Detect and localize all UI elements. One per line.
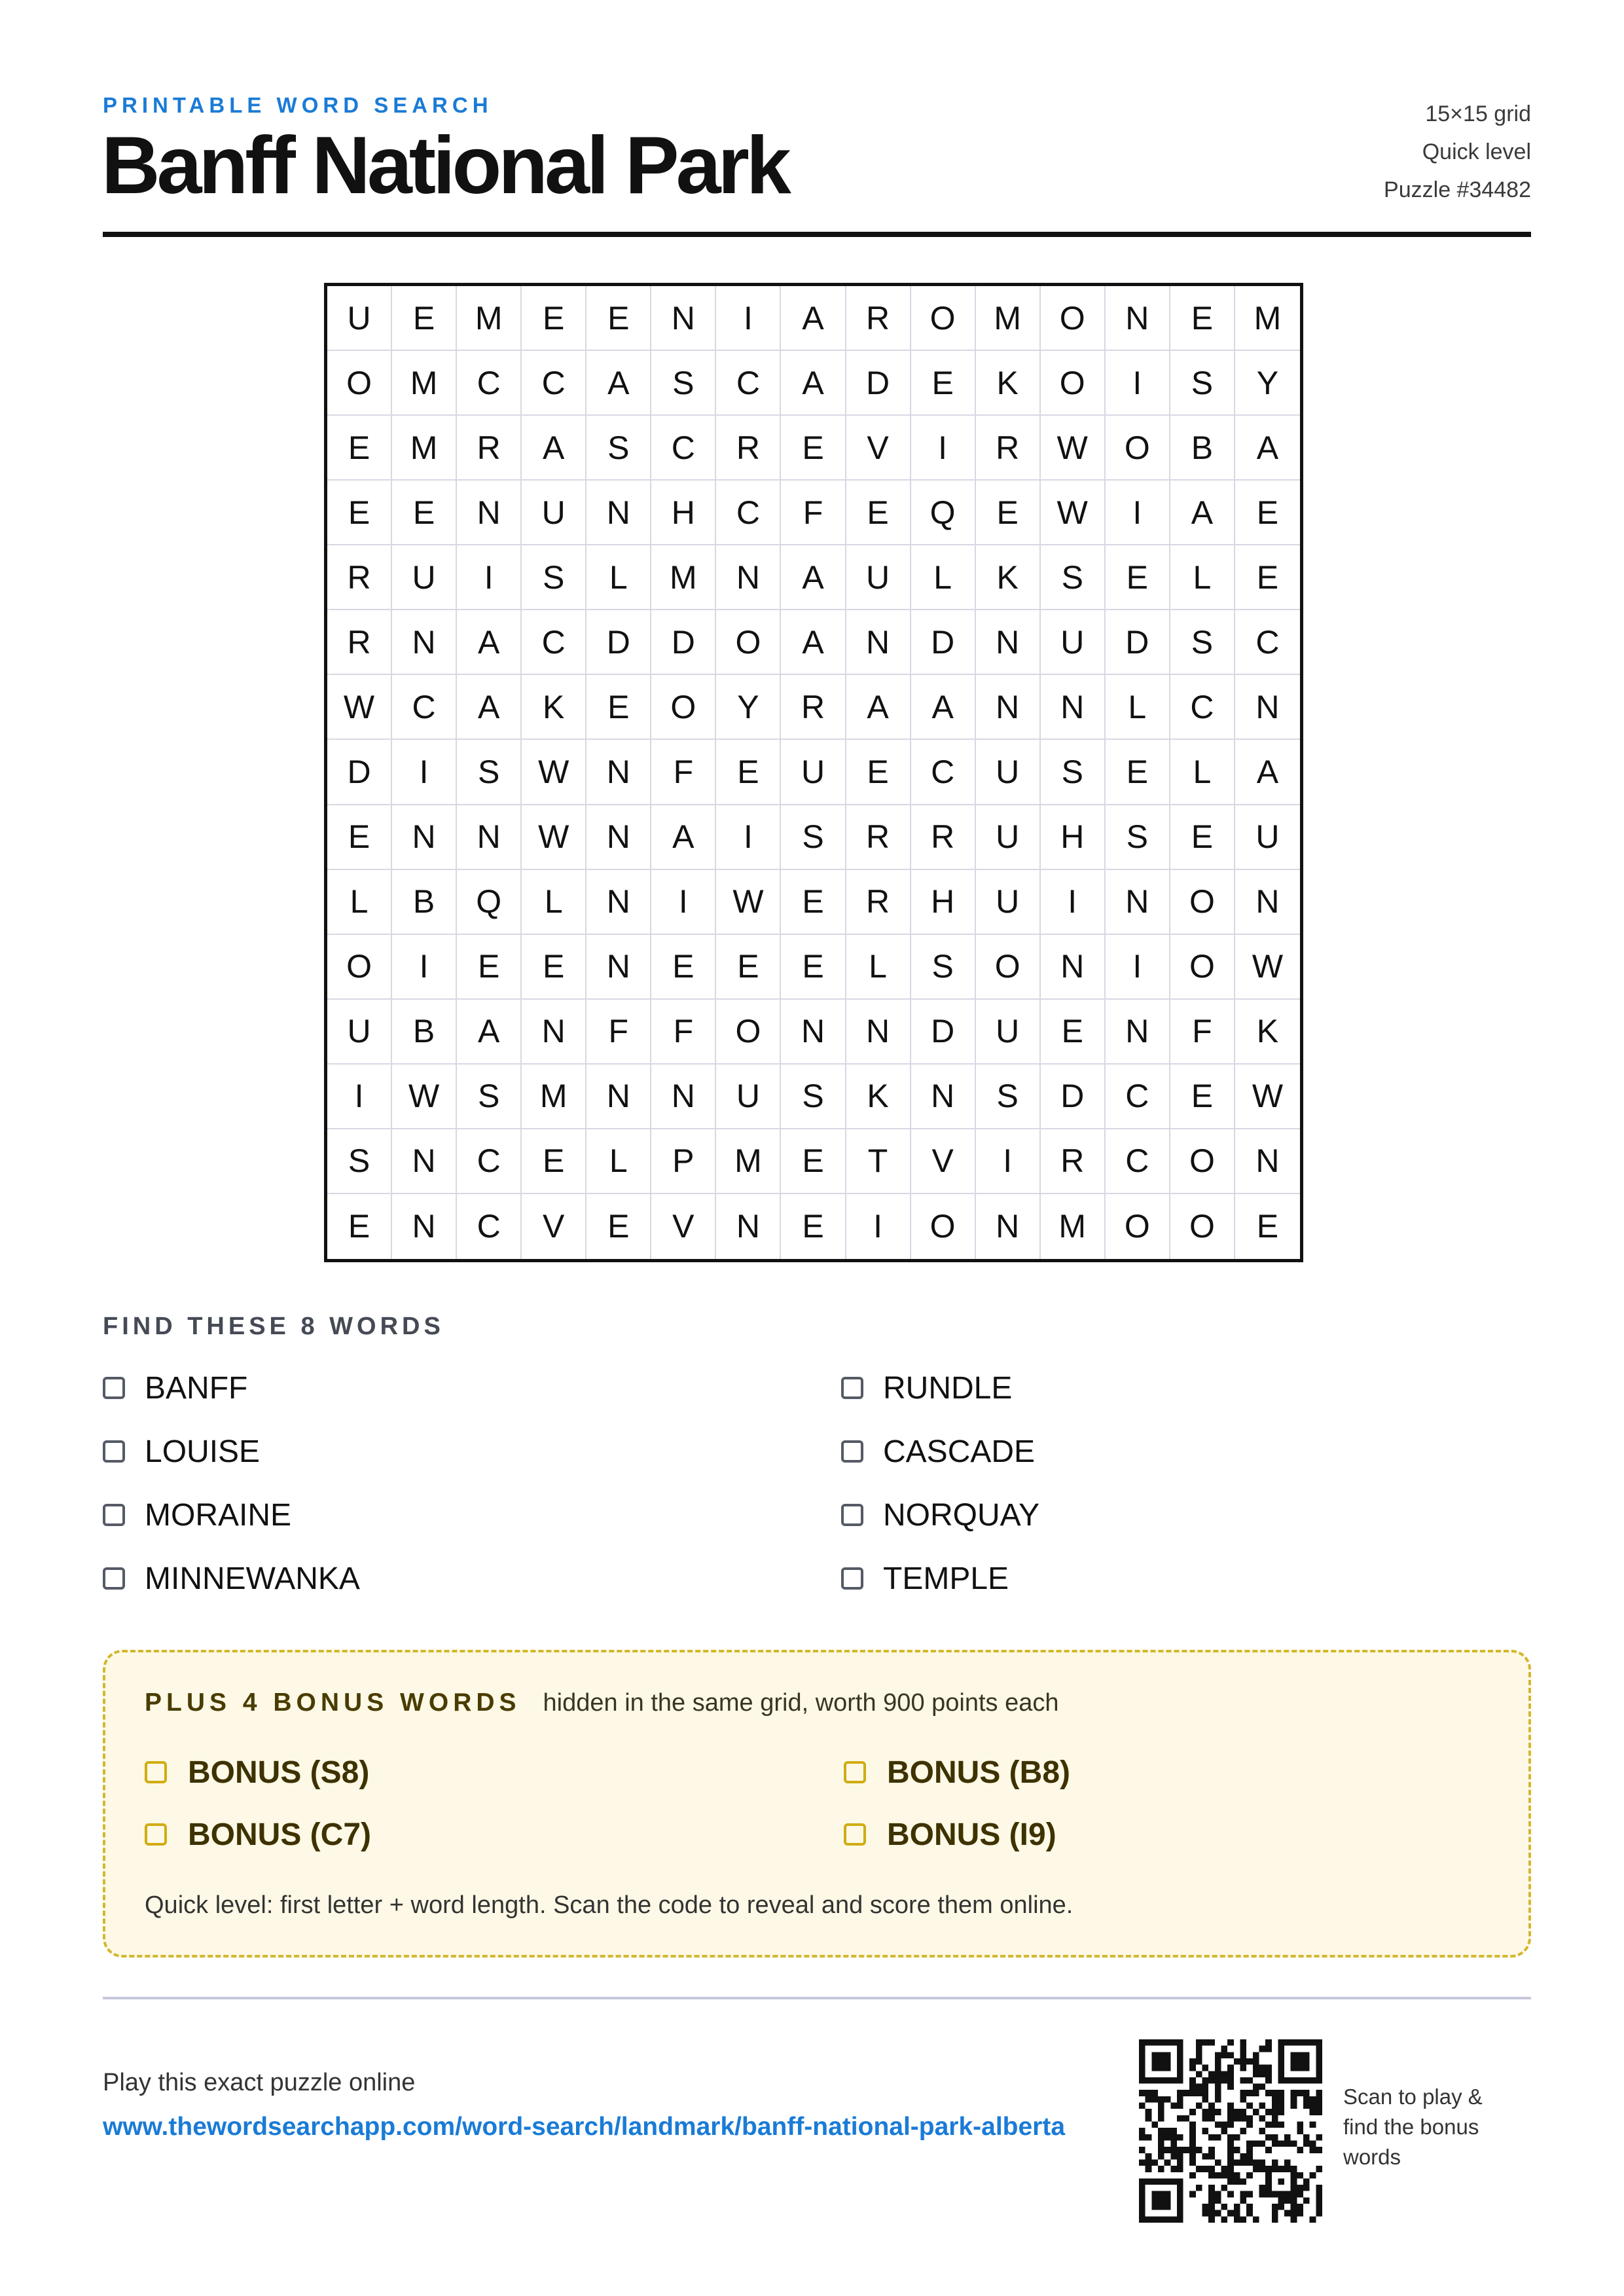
grid-cell[interactable]: N — [716, 1194, 781, 1259]
grid-cell[interactable]: M — [1041, 1194, 1106, 1259]
grid-cell[interactable]: V — [911, 1129, 976, 1194]
grid-cell[interactable]: M — [1235, 286, 1300, 351]
grid-cell[interactable]: R — [846, 805, 911, 870]
grid-cell[interactable]: A — [846, 675, 911, 740]
grid-cell[interactable]: I — [1041, 870, 1106, 935]
bonus-note: Quick level: first letter + word length. Scan the code to reveal and score them online. — [145, 1891, 1074, 1919]
grid-cell[interactable]: B — [1170, 416, 1235, 481]
grid-cell[interactable]: E — [327, 481, 392, 545]
grid-cell[interactable]: K — [846, 1065, 911, 1129]
grid-cell[interactable]: N — [586, 481, 651, 545]
grid-cell[interactable]: E — [1041, 1000, 1106, 1065]
word-item[interactable] — [103, 1432, 841, 1471]
grid-cell[interactable]: O — [1170, 935, 1235, 1000]
bonus-title: PLUS 4 BONUS WORDS — [145, 1688, 521, 1717]
grid-cell[interactable]: H — [1041, 805, 1106, 870]
grid-cell[interactable]: A — [457, 675, 522, 740]
grid-cell[interactable]: N — [976, 610, 1041, 675]
grid-cell[interactable]: Y — [1235, 351, 1300, 416]
grid-cell[interactable]: S — [457, 1065, 522, 1129]
checkbox-icon[interactable] — [103, 1440, 125, 1463]
grid-cell[interactable]: F — [1170, 1000, 1235, 1065]
word-search-grid[interactable] — [324, 283, 1303, 1262]
bonus-item[interactable] — [844, 1815, 1192, 1854]
grid-cell[interactable]: M — [651, 545, 716, 610]
grid-cell[interactable]: N — [976, 675, 1041, 740]
grid-cell[interactable]: R — [976, 416, 1041, 481]
grid-cell[interactable]: N — [392, 1194, 457, 1259]
grid-cell[interactable]: U — [976, 805, 1041, 870]
bonus-label: BONUS (B8) — [887, 1755, 1071, 1790]
grid-cell[interactable]: N — [1041, 935, 1106, 1000]
grid-cell[interactable]: E — [651, 935, 716, 1000]
bonus-item[interactable] — [145, 1815, 844, 1854]
grid-cell[interactable]: I — [1106, 935, 1170, 1000]
grid-cell[interactable]: D — [651, 610, 716, 675]
grid-cell[interactable]: C — [522, 351, 586, 416]
grid-cell[interactable]: A — [522, 416, 586, 481]
checkbox-icon[interactable] — [103, 1567, 125, 1590]
checkbox-icon[interactable] — [841, 1567, 863, 1590]
grid-cell[interactable]: S — [781, 1065, 846, 1129]
grid-cell[interactable]: C — [522, 610, 586, 675]
qr-caption: Scan to play & find the bonus words — [1343, 2085, 1483, 2169]
grid-cell[interactable]: D — [846, 351, 911, 416]
grid-cell[interactable]: H — [651, 481, 716, 545]
grid-cell[interactable]: O — [716, 610, 781, 675]
grid-cell[interactable]: W — [1041, 416, 1106, 481]
grid-cell[interactable]: N — [457, 481, 522, 545]
grid-cell[interactable]: R — [846, 286, 911, 351]
grid-cell[interactable]: L — [1170, 545, 1235, 610]
grid-cell[interactable]: O — [327, 935, 392, 1000]
grid-cell[interactable]: N — [1235, 1129, 1300, 1194]
grid-cell[interactable]: O — [1170, 1129, 1235, 1194]
grid-cell[interactable]: D — [586, 610, 651, 675]
grid-cell[interactable]: E — [976, 481, 1041, 545]
puzzle-meta — [1384, 95, 1531, 209]
grid-cell[interactable]: E — [846, 740, 911, 805]
grid-cell[interactable]: C — [1106, 1129, 1170, 1194]
bonus-panel — [103, 1650, 1531, 1958]
grid-cell[interactable]: N — [586, 870, 651, 935]
grid-cell[interactable]: S — [522, 545, 586, 610]
grid-cell[interactable]: C — [1235, 610, 1300, 675]
grid-cell[interactable]: W — [1235, 1065, 1300, 1129]
grid-cell[interactable]: Q — [457, 870, 522, 935]
word-item[interactable] — [103, 1368, 841, 1408]
grid-cell[interactable]: C — [457, 1194, 522, 1259]
grid-cell[interactable]: O — [1170, 870, 1235, 935]
word-item[interactable] — [841, 1559, 1039, 1598]
grid-cell[interactable]: D — [327, 740, 392, 805]
grid-cell[interactable]: E — [911, 351, 976, 416]
grid-cell[interactable]: V — [522, 1194, 586, 1259]
grid-cell[interactable]: L — [1106, 675, 1170, 740]
grid-cell[interactable]: D — [1041, 1065, 1106, 1129]
grid-cell[interactable]: U — [976, 870, 1041, 935]
grid-cell[interactable]: E — [781, 416, 846, 481]
grid-cell[interactable]: E — [586, 675, 651, 740]
grid-cell[interactable]: F — [651, 1000, 716, 1065]
grid-cell[interactable]: N — [586, 805, 651, 870]
grid-cell[interactable]: A — [1235, 740, 1300, 805]
checkbox-icon[interactable] — [844, 1823, 866, 1846]
grid-cell[interactable]: N — [911, 1065, 976, 1129]
grid-cell[interactable]: A — [781, 286, 846, 351]
grid-cell[interactable]: K — [976, 351, 1041, 416]
grid-cell[interactable]: C — [651, 416, 716, 481]
word-label: MORAINE — [145, 1497, 292, 1533]
grid-cell[interactable]: R — [457, 416, 522, 481]
grid-cell[interactable]: N — [1235, 870, 1300, 935]
grid-cell[interactable]: W — [327, 675, 392, 740]
grid-cell[interactable]: U — [716, 1065, 781, 1129]
word-label: MINNEWANKA — [145, 1561, 360, 1596]
grid-cell[interactable]: E — [1106, 545, 1170, 610]
word-label: BANFF — [145, 1370, 248, 1406]
word-item[interactable] — [841, 1495, 1039, 1535]
grid-cell[interactable]: R — [1041, 1129, 1106, 1194]
grid-cell[interactable]: E — [1256, 1208, 1279, 1245]
grid-cell[interactable]: E — [392, 286, 457, 351]
grid-cell[interactable]: V — [846, 416, 911, 481]
grid-cell[interactable]: I — [651, 870, 716, 935]
word-label: LOUISE — [145, 1434, 261, 1469]
grid-cell[interactable]: W — [716, 870, 781, 935]
grid-cell[interactable]: V — [651, 1194, 716, 1259]
grid-cell[interactable]: A — [457, 610, 522, 675]
grid-cell[interactable]: E — [1235, 481, 1300, 545]
grid-cell[interactable]: E — [522, 1129, 586, 1194]
grid-cell[interactable]: E — [327, 416, 392, 481]
grid-cell[interactable]: E — [781, 1129, 846, 1194]
grid-cell[interactable]: I — [1106, 351, 1170, 416]
level-label: Quick level — [1422, 139, 1531, 164]
grid-cell[interactable]: T — [846, 1129, 911, 1194]
grid-cell[interactable]: U — [392, 545, 457, 610]
grid-cell[interactable]: U — [327, 1000, 392, 1065]
grid-cell[interactable]: E — [1106, 740, 1170, 805]
grid-cell[interactable]: O — [1170, 1194, 1235, 1259]
grid-cell[interactable]: N — [1235, 675, 1300, 740]
grid-cell[interactable]: E — [781, 935, 846, 1000]
grid-cell[interactable]: O — [327, 351, 392, 416]
grid-cell[interactable]: O — [1106, 1194, 1170, 1259]
grid-cell[interactable]: E — [522, 935, 586, 1000]
word-item[interactable] — [103, 1495, 841, 1535]
bonus-header — [145, 1688, 1059, 1717]
grid-cell[interactable]: S — [911, 935, 976, 1000]
bonus-item[interactable] — [145, 1753, 844, 1792]
checkbox-icon[interactable] — [103, 1504, 125, 1526]
grid-cell[interactable]: B — [392, 870, 457, 935]
grid-cell[interactable]: O — [1041, 286, 1106, 351]
bonus-list — [145, 1753, 1192, 1877]
grid-cell[interactable]: A — [781, 351, 846, 416]
words-heading: FIND THESE 8 WORDS — [103, 1313, 444, 1340]
checkbox-icon[interactable] — [844, 1761, 866, 1783]
checkbox-icon[interactable] — [841, 1504, 863, 1526]
grid-cell[interactable]: N — [976, 1194, 1041, 1259]
grid-cell[interactable]: S — [1106, 805, 1170, 870]
checkbox-icon[interactable] — [145, 1761, 167, 1783]
grid-cell[interactable]: C — [1106, 1065, 1170, 1129]
grid-cell[interactable]: N — [586, 740, 651, 805]
grid-cell[interactable]: I — [846, 1194, 911, 1259]
grid-cell[interactable]: I — [392, 740, 457, 805]
grid-cell[interactable]: E — [327, 805, 392, 870]
grid-cell[interactable]: W — [392, 1065, 457, 1129]
grid-cell[interactable]: S — [1041, 740, 1106, 805]
grid-cell[interactable]: U — [846, 545, 911, 610]
word-label: TEMPLE — [883, 1561, 1009, 1596]
grid-cell[interactable]: O — [976, 935, 1041, 1000]
grid-cell[interactable]: I — [911, 416, 976, 481]
checkbox-icon[interactable] — [145, 1823, 167, 1846]
grid-cell[interactable]: O — [716, 1000, 781, 1065]
grid-cell[interactable]: I — [716, 805, 781, 870]
grid-cell[interactable]: L — [586, 1129, 651, 1194]
grid-cell[interactable]: E — [586, 286, 651, 351]
grid-cell[interactable]: U — [1235, 805, 1300, 870]
grid-cell[interactable]: C — [457, 351, 522, 416]
grid-cell[interactable]: W — [522, 805, 586, 870]
grid-cell[interactable]: D — [1106, 610, 1170, 675]
grid-cell[interactable]: E — [1170, 1065, 1235, 1129]
grid-cell[interactable]: S — [327, 1129, 392, 1194]
word-item[interactable] — [841, 1432, 1039, 1471]
puzzle-number: Puzzle #34482 — [1384, 177, 1531, 202]
bonus-subtitle: hidden in the same grid, worth 900 points each — [543, 1689, 1059, 1717]
grid-cell[interactable]: M — [716, 1129, 781, 1194]
grid-cell[interactable]: R — [327, 610, 392, 675]
grid-cell[interactable]: O — [1041, 351, 1106, 416]
grid-cell[interactable]: R — [911, 805, 976, 870]
grid-cell[interactable]: W — [1041, 481, 1106, 545]
grid-cell[interactable]: E — [1235, 545, 1300, 610]
grid-cell[interactable]: A — [651, 805, 716, 870]
grid-cell[interactable]: L — [846, 935, 911, 1000]
grid-cell[interactable]: N — [781, 1000, 846, 1065]
word-item[interactable] — [103, 1559, 841, 1598]
grid-cell[interactable]: K — [1235, 1000, 1300, 1065]
grid-cell[interactable]: U — [327, 286, 392, 351]
grid-cell[interactable]: E — [716, 935, 781, 1000]
grid-cell[interactable]: N — [846, 610, 911, 675]
grid-cell[interactable]: Q — [911, 481, 976, 545]
checkbox-icon[interactable] — [841, 1377, 863, 1399]
grid-cell[interactable]: E — [781, 870, 846, 935]
grid-cell[interactable]: A — [911, 675, 976, 740]
grid-cell[interactable]: E — [716, 740, 781, 805]
grid-cell[interactable]: A — [781, 610, 846, 675]
grid-cell[interactable]: S — [1170, 610, 1235, 675]
play-online-label: Play this exact puzzle online — [103, 2069, 416, 2096]
grid-cell[interactable]: K — [522, 675, 586, 740]
grid-cell[interactable]: I — [976, 1129, 1041, 1194]
grid-cell[interactable]: S — [976, 1065, 1041, 1129]
grid-cell[interactable]: N — [392, 610, 457, 675]
grid-cell[interactable]: L — [586, 545, 651, 610]
puzzle-url-link[interactable]: www.thewordsearchapp.com/word-search/landmark/banff-national-park-alberta — [103, 2113, 1066, 2141]
grid-cell[interactable]: S — [586, 416, 651, 481]
grid-cell[interactable]: R — [327, 545, 392, 610]
bonus-label: BONUS (S8) — [188, 1755, 370, 1790]
grid-cell[interactable]: D — [911, 610, 976, 675]
grid-cell[interactable]: N — [651, 286, 716, 351]
grid-cell[interactable]: U — [522, 481, 586, 545]
grid-cell[interactable]: E — [457, 935, 522, 1000]
grid-cell[interactable]: N — [651, 1065, 716, 1129]
grid-cell[interactable]: C — [716, 351, 781, 416]
bonus-label: BONUS (I9) — [887, 1817, 1056, 1852]
grid-cell[interactable]: O — [651, 675, 716, 740]
footer-divider — [103, 1997, 1531, 1999]
grid-cell[interactable]: I — [392, 935, 457, 1000]
grid-cell[interactable]: F — [781, 481, 846, 545]
eyebrow-label: PRINTABLE WORD SEARCH — [103, 93, 493, 117]
grid-cell[interactable]: H — [911, 870, 976, 935]
grid-cell[interactable]: C — [1170, 675, 1235, 740]
qr-code-icon[interactable] — [1139, 2039, 1322, 2223]
grid-cell[interactable]: B — [392, 1000, 457, 1065]
grid-cell[interactable]: E — [522, 286, 586, 351]
checkbox-icon[interactable] — [841, 1440, 863, 1463]
grid-cell[interactable]: C — [392, 675, 457, 740]
header-divider — [103, 232, 1531, 237]
grid-cell[interactable]: S — [651, 351, 716, 416]
grid-cell[interactable]: F — [586, 1000, 651, 1065]
grid-cell[interactable]: K — [976, 545, 1041, 610]
grid-cell[interactable]: N — [716, 545, 781, 610]
grid-cell[interactable]: N — [392, 805, 457, 870]
grid-cell[interactable]: S — [1170, 351, 1235, 416]
grid-cell[interactable]: U — [976, 740, 1041, 805]
grid-cell[interactable]: U — [1041, 610, 1106, 675]
word-label: RUNDLE — [883, 1370, 1013, 1406]
grid-cell[interactable]: M — [392, 416, 457, 481]
grid-cell[interactable]: N — [1106, 286, 1170, 351]
grid-cell[interactable]: I — [1106, 481, 1170, 545]
grid-cell[interactable]: A — [586, 351, 651, 416]
grid-cell[interactable]: C — [716, 481, 781, 545]
grid-cell[interactable]: L — [522, 870, 586, 935]
grid-cell[interactable]: E — [392, 481, 457, 545]
grid-cell[interactable]: A — [457, 1000, 522, 1065]
grid-cell[interactable]: E — [327, 1194, 392, 1259]
grid-cell[interactable]: S — [781, 805, 846, 870]
grid-cell[interactable]: E — [781, 1194, 846, 1259]
grid-cell[interactable]: A — [1235, 416, 1300, 481]
grid-cell[interactable]: M — [976, 286, 1041, 351]
grid-cell[interactable]: O — [911, 286, 976, 351]
grid-cell[interactable]: E — [1170, 805, 1235, 870]
grid-cell[interactable]: N — [457, 805, 522, 870]
grid-cell[interactable]: S — [457, 740, 522, 805]
grid-cell[interactable]: N — [586, 935, 651, 1000]
grid-cell[interactable]: E — [846, 481, 911, 545]
grid-cell[interactable]: N — [392, 1129, 457, 1194]
grid-cell[interactable]: N — [522, 1000, 586, 1065]
grid-cell[interactable]: M — [392, 351, 457, 416]
grid-cell[interactable]: N — [846, 1000, 911, 1065]
grid-cell[interactable]: N — [1041, 675, 1106, 740]
grid-cell[interactable]: D — [911, 1000, 976, 1065]
grid-cell[interactable]: W — [1235, 935, 1300, 1000]
grid-cell[interactable]: C — [911, 740, 976, 805]
grid-cell[interactable]: I — [716, 286, 781, 351]
grid-cell[interactable]: C — [457, 1129, 522, 1194]
grid-cell[interactable]: O — [1106, 416, 1170, 481]
checkbox-icon[interactable] — [103, 1377, 125, 1399]
grid-cell[interactable]: U — [976, 1000, 1041, 1065]
grid-cell[interactable]: P — [651, 1129, 716, 1194]
grid-cell[interactable]: N — [1106, 870, 1170, 935]
grid-cell[interactable]: W — [522, 740, 586, 805]
grid-cell[interactable]: R — [781, 675, 846, 740]
word-list — [103, 1368, 1040, 1622]
bonus-label: BONUS (C7) — [188, 1817, 372, 1852]
grid-cell[interactable]: A — [1170, 481, 1235, 545]
bonus-item[interactable] — [844, 1753, 1192, 1792]
word-item[interactable] — [841, 1368, 1039, 1408]
grid-cell[interactable]: Y — [716, 675, 781, 740]
word-label: CASCADE — [883, 1434, 1036, 1469]
grid-cell[interactable]: A — [781, 545, 846, 610]
grid-cell[interactable]: I — [327, 1065, 392, 1129]
grid-cell[interactable]: E — [586, 1194, 651, 1259]
grid-cell[interactable]: L — [911, 545, 976, 610]
grid-cell[interactable]: O — [911, 1194, 976, 1259]
grid-cell[interactable]: L — [327, 870, 392, 935]
grid-cell[interactable]: S — [1041, 545, 1106, 610]
grid-cell[interactable]: I — [457, 545, 522, 610]
grid-cell[interactable]: R — [846, 870, 911, 935]
grid-cell[interactable]: R — [716, 416, 781, 481]
grid-cell[interactable]: F — [651, 740, 716, 805]
grid-cell[interactable]: N — [586, 1065, 651, 1129]
grid-cell[interactable]: U — [781, 740, 846, 805]
grid-cell[interactable]: M — [522, 1065, 586, 1129]
grid-cell[interactable]: N — [1106, 1000, 1170, 1065]
grid-cell[interactable]: M — [457, 286, 522, 351]
page-title: Banff National Park — [101, 120, 788, 211]
word-label: NORQUAY — [883, 1497, 1040, 1533]
grid-cell[interactable]: E — [1170, 286, 1235, 351]
grid-cell[interactable]: L — [1170, 740, 1235, 805]
grid-size-label: 15×15 grid — [1425, 101, 1531, 126]
